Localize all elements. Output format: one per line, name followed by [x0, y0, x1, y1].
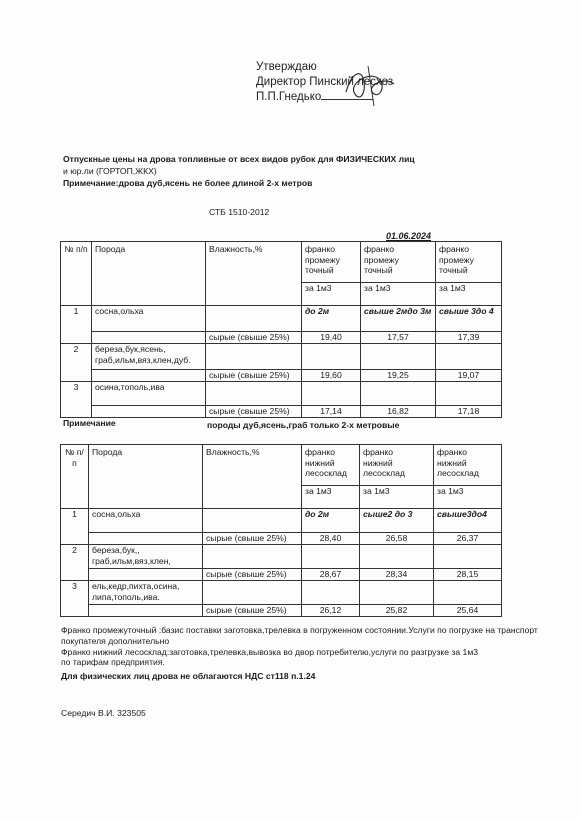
author-contact: Середич В.И. 323505	[61, 708, 146, 718]
note-label: Примечание	[63, 418, 116, 428]
header-num: № п/п	[61, 242, 92, 306]
header-breed: Порода	[92, 242, 206, 306]
row-humidity: сырые (свыше 25%)	[206, 332, 302, 344]
header-franko-2: франко промежу точный за 1м3	[361, 242, 436, 306]
price-cell: 19,25	[361, 370, 436, 382]
row-breed: осина,тополь,ива	[92, 382, 206, 406]
header-franko-3: франко нижний лесосклад за 1м3	[434, 445, 502, 509]
row-breed: сосна,ольха	[89, 509, 203, 533]
row-humidity: сырые (свыше 25%)	[203, 605, 302, 617]
document-title: Отпускные цены на дрова топливные от всех видов рубок для ФИЗИЧЕСКИХ лиц	[63, 154, 415, 164]
row-breed: береза,бук,, граб,ильм,вяз,клен,	[89, 545, 203, 569]
length-label: до 2м	[302, 509, 360, 533]
price-cell: 17,18	[436, 406, 502, 418]
row-breed: сосна,ольха	[92, 306, 206, 332]
row-humidity: сырые (свыше 25%)	[206, 370, 302, 382]
document-note: Примечание:дрова дуб,ясень не более длиной 2-х метров	[63, 178, 313, 188]
price-table-intermediate	[60, 241, 502, 418]
price-cell: 25,82	[360, 605, 434, 617]
price-cell: 26,12	[302, 605, 360, 617]
row-humidity: сырые (свыше 25%)	[206, 406, 302, 418]
price-cell: 17,14	[302, 406, 361, 418]
price-cell: 25,64	[434, 605, 502, 617]
standard-code: СТБ 1510-2012	[209, 207, 270, 217]
footer-line: покупателя дополнительно	[61, 636, 170, 646]
header-franko-2: франко нижний лесосклад за 1м3	[360, 445, 434, 509]
price-cell: 28,40	[302, 533, 360, 545]
row-num: 3	[61, 382, 92, 418]
row-num: 2	[61, 344, 92, 382]
row-breed: ель,кедр,пихта,осина, липа,тополь,ива.	[89, 581, 203, 605]
footer-line: Франко нижний лесосклад:заготовка,трелевка,вывозка во двор потребителю,услуги по разгрузке за 1м3	[61, 647, 479, 657]
price-table-lower-warehouse	[60, 444, 502, 617]
length-label: сыше2 до 3	[360, 509, 434, 533]
price-cell: 28,15	[434, 569, 502, 581]
approve-position: Директор Пинский лесхоз	[256, 76, 394, 88]
price-cell: 19,07	[436, 370, 502, 382]
footer-line: по тарифам предприятия.	[61, 657, 165, 667]
approve-name: П.П.Гнедько	[256, 90, 393, 105]
row-breed: береза,бук,ясень, граб,ильм,вяз,клен,дуб.	[92, 344, 206, 370]
header-humidity: Влажность,%	[203, 445, 302, 509]
note-text: породы дуб,ясень,граб только 2-х метровые	[207, 420, 400, 430]
header-humidity: Влажность,%	[206, 242, 302, 306]
row-num: 3	[61, 581, 89, 617]
header-num: № п/п	[61, 445, 89, 509]
header-franko-3: франко промежу точный за 1м3	[436, 242, 502, 306]
row-num: 2	[61, 545, 89, 581]
signature-icon	[328, 62, 402, 108]
row-humidity: сырые (свыше 25%)	[203, 569, 302, 581]
effective-date: 01.06.2024	[386, 231, 432, 241]
price-cell: 16,82	[361, 406, 436, 418]
header-breed: Порода	[89, 445, 203, 509]
price-cell: 28,34	[360, 569, 434, 581]
header-franko-1: франко промежу точный за 1м3	[302, 242, 361, 306]
approve-title: Утверждаю	[256, 61, 317, 73]
row-num: 1	[61, 306, 92, 344]
length-label: до 2м	[302, 306, 361, 332]
document-subtitle: и юр.ли (ГОРТОП,ЖКХ)	[63, 166, 157, 176]
footer-vat-note: Для физических лиц дрова не облагаются НДС ст118 п.1.24	[61, 671, 316, 681]
length-label: свыше3до4	[434, 509, 502, 533]
row-num: 1	[61, 509, 89, 545]
footer-line: Франко промежуточный :базис поставки заготовка,трелевка в погруженном состоянии.Услуги по погрузке на транспорт	[61, 625, 538, 635]
price-cell: 26,37	[434, 533, 502, 545]
header-franko-1: франко нижний лесосклад за 1м3	[302, 445, 360, 509]
price-cell: 19,60	[302, 370, 361, 382]
length-label: свыше 2мдо 3м	[361, 306, 436, 332]
price-cell: 26,58	[360, 533, 434, 545]
price-cell: 19,40	[302, 332, 361, 344]
price-cell: 17,39	[436, 332, 502, 344]
price-cell: 17,57	[361, 332, 436, 344]
length-label: свыше 3до 4	[436, 306, 502, 332]
price-cell: 28,67	[302, 569, 360, 581]
row-humidity: сырые (свыше 25%)	[203, 533, 302, 545]
